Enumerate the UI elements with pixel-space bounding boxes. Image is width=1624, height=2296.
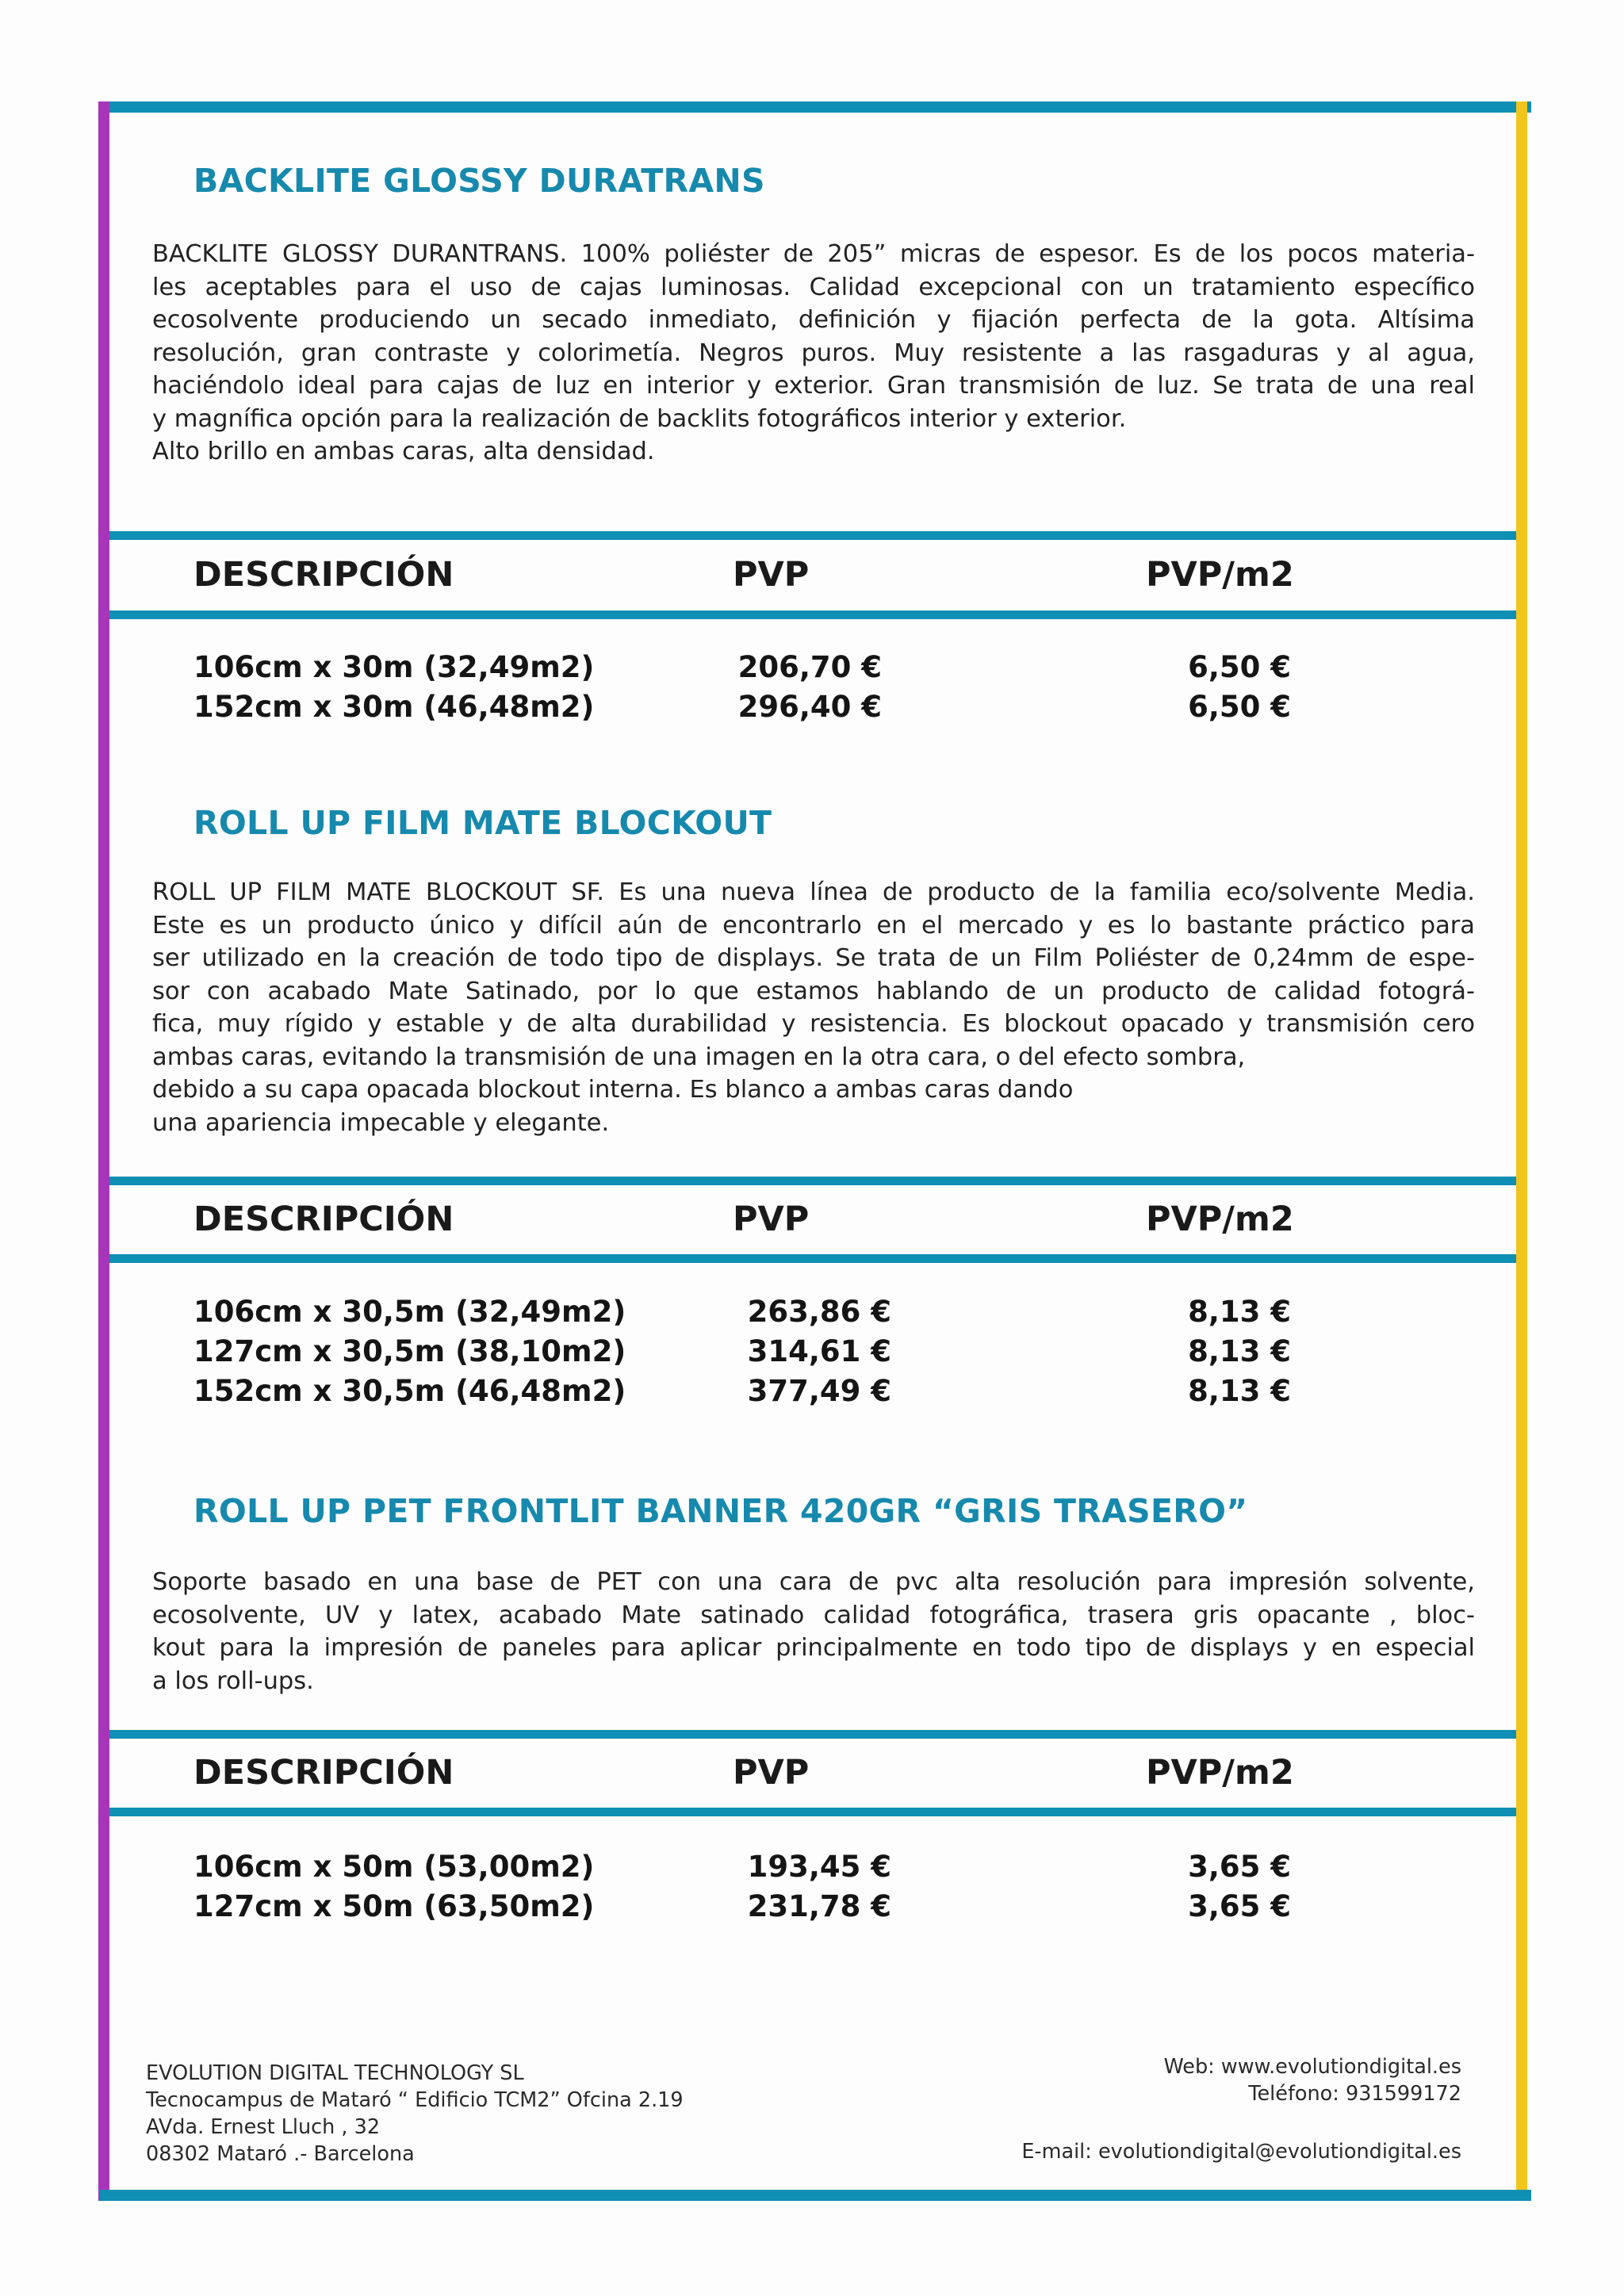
header-descripcion: DESCRIPCIÓN [193, 1200, 454, 1239]
cell-pvp: 193,45 € [747, 1850, 891, 1884]
description-line: Alto brillo en ambas caras, alta densidad. [152, 438, 655, 465]
description-line: una apariencia impecable y elegante. [152, 1108, 610, 1137]
description-line: ROLL UP FILM MATE BLOCKOUT SF. Es una nueva línea de producto de la familia eco/solvente Media. [152, 878, 1475, 906]
company-address-line: 08302 Mataró .- Barcelona [146, 2142, 415, 2166]
description-line: debido a su capa opacada blockout interna. Es blanco a ambas caras dando [152, 1076, 1074, 1104]
cell-description: 127cm x 30,5m (38,10m2) [193, 1334, 626, 1368]
table-header-bottom-rule [109, 1254, 1516, 1263]
footer-phone: Teléfono: 931599172 [1248, 2082, 1461, 2106]
cell-pvp-m2: 3,65 € [1188, 1889, 1291, 1923]
description-line: haciéndolo ideal para cajas de luz en interior y exterior. Gran transmisión de luz. Se trata de una real [152, 372, 1475, 400]
header-pvp: PVP [733, 1753, 810, 1793]
table-header-top-rule [109, 531, 1516, 540]
header-pvp-m2: PVP/m2 [1146, 555, 1294, 595]
description-line: ecosolvente, UV y latex, acabado Mate satinado calidad fotográfica, trasera gris opacante , bloc- [152, 1601, 1475, 1629]
table-row [0, 648, 1624, 687]
section-title-roll-up-film: ROLL UP FILM MATE BLOCKOUT [193, 804, 772, 842]
table-header-bottom-rule [109, 610, 1516, 619]
header-pvp: PVP [733, 555, 810, 595]
description-line: a los roll-ups. [152, 1667, 314, 1695]
description-line: sor con acabado Mate Satinado, por lo que estamos hablando de un producto de calidad fotográ- [152, 977, 1475, 1005]
frame-bottom-border [100, 2190, 1531, 2201]
section-title-pet-frontlit: ROLL UP PET FRONTLIT BANNER 420GR “GRIS TRASERO” [193, 1492, 1248, 1530]
header-descripcion: DESCRIPCIÓN [193, 1753, 454, 1793]
table-row [0, 1332, 1624, 1372]
table-row [0, 1887, 1624, 1927]
description-line: Soporte basado en una base de PET con una cara de pvc alta resolución para impresión solvente, [152, 1568, 1475, 1596]
table-header-bottom-rule [109, 1808, 1516, 1816]
section-description-roll-up-film [152, 876, 1475, 1139]
cell-description: 106cm x 50m (53,00m2) [193, 1850, 595, 1884]
description-line: y magnífica opción para la realización de backlits fotográficos interior y exterior. [152, 404, 1127, 433]
company-name: EVOLUTION DIGITAL TECHNOLOGY SL [146, 2061, 524, 2085]
cell-pvp-m2: 8,13 € [1188, 1334, 1291, 1368]
cell-pvp: 206,70 € [737, 650, 882, 684]
table-header-top-rule [109, 1730, 1516, 1739]
description-line: ecosolvente produciendo un secado inmediato, definición y fijación perfecta de la gota. Altísima [152, 306, 1475, 334]
cell-pvp: 314,61 € [747, 1334, 891, 1368]
cell-description: 106cm x 30,5m (32,49m2) [193, 1295, 626, 1329]
cell-pvp-m2: 6,50 € [1188, 690, 1291, 724]
footer-company-info [146, 2060, 684, 2168]
cell-pvp: 296,40 € [737, 690, 882, 724]
table-row [0, 687, 1624, 727]
description-line: ambas caras, evitando la transmisión de una imagen en la otra cara, o del efecto sombra, [152, 1043, 1246, 1071]
frame-top-border [100, 101, 1531, 113]
cell-pvp: 263,86 € [747, 1295, 891, 1329]
description-line: les aceptables para el uso de cajas luminosas. Calidad excepcional con un tratamiento específico [152, 273, 1475, 301]
header-descripcion: DESCRIPCIÓN [193, 555, 454, 595]
description-line: resolución, gran contraste y colorimetía. Negros puros. Muy resistente a las rasgaduras y al agua, [152, 339, 1475, 367]
section-description-backlite [152, 238, 1475, 469]
description-line: kout para la impresión de paneles para aplicar principalmente en todo tipo de displays y en especial [152, 1634, 1475, 1662]
cell-pvp-m2: 8,13 € [1188, 1374, 1291, 1408]
cell-pvp-m2: 3,65 € [1188, 1850, 1291, 1884]
description-line: ser utilizado en la creación de todo tipo de displays. Se trata de un Film Poliéster de 0,24mm de espe- [152, 944, 1475, 972]
company-address-line: AVda. Ernest Lluch , 32 [146, 2115, 381, 2139]
cell-pvp-m2: 8,13 € [1188, 1295, 1291, 1329]
table-row [0, 1847, 1624, 1887]
section-description-pet-frontlit [152, 1566, 1475, 1697]
table-header-top-rule [109, 1177, 1516, 1185]
footer-email-link[interactable]: E-mail: evolutiondigital@evolutiondigital.es [1021, 2140, 1461, 2164]
footer-web-link[interactable]: Web: www.evolutiondigital.es [1163, 2055, 1461, 2079]
cell-pvp: 377,49 € [747, 1374, 891, 1408]
header-pvp-m2: PVP/m2 [1146, 1200, 1294, 1239]
description-line: BACKLITE GLOSSY DURANTRANS. 100% poliéster de 205” micras de espesor. Es de los pocos materia- [152, 240, 1475, 268]
cell-pvp: 231,78 € [747, 1889, 891, 1923]
header-pvp-m2: PVP/m2 [1146, 1753, 1294, 1793]
header-pvp: PVP [733, 1200, 810, 1239]
cell-description: 106cm x 30m (32,49m2) [193, 650, 595, 684]
company-address-line: Tecnocampus de Mataró “ Edificio TCM2” Ofcina 2.19 [146, 2088, 684, 2112]
cell-description: 152cm x 30m (46,48m2) [193, 690, 595, 724]
description-line: Este es un producto único y difícil aún de encontrarlo en el mercado y es lo bastante práctico para [152, 911, 1475, 939]
cell-description: 127cm x 50m (63,50m2) [193, 1889, 595, 1923]
footer-contact [1164, 2053, 1461, 2107]
section-title-backlite: BACKLITE GLOSSY DURATRANS [193, 162, 765, 200]
cell-pvp-m2: 6,50 € [1188, 650, 1291, 684]
table-row [0, 1372, 1624, 1411]
description-line: fica, muy rígido y estable y de alta durabilidad y resistencia. Es blockout opacado y transmisión cero [152, 1010, 1475, 1038]
table-row [0, 1292, 1624, 1332]
cell-description: 152cm x 30,5m (46,48m2) [193, 1374, 626, 1408]
